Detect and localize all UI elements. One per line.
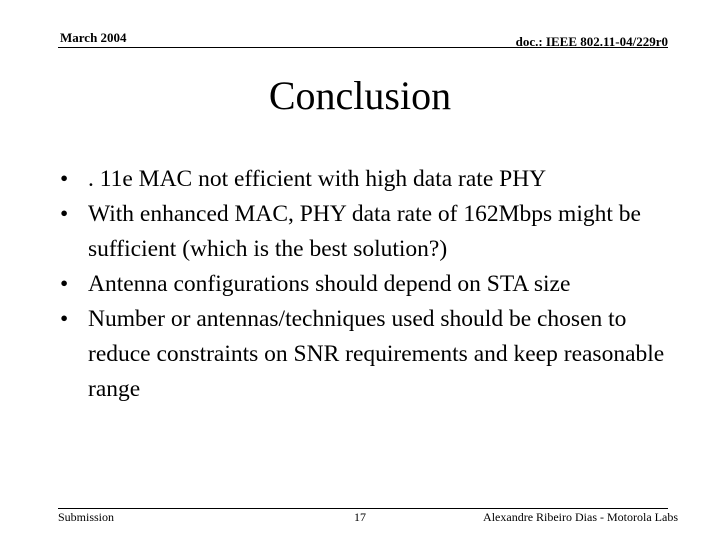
header-doc-id: doc.: IEEE 802.11-04/229r0 [515, 34, 668, 49]
bullet-list [58, 162, 678, 407]
bullet-icon: • [60, 306, 69, 332]
footer-page-number: 17 [354, 510, 366, 524]
slide-title: Conclusion [268, 73, 452, 118]
bullet-text: Antenna configurations should depend on STA size [88, 271, 571, 297]
bullet-icon: • [60, 166, 69, 192]
header-divider [58, 47, 668, 48]
bullet-item [58, 302, 678, 407]
bullet-item [58, 197, 678, 267]
bullet-icon: • [60, 201, 69, 227]
bullet-text: . 11e MAC not efficient with high data rate PHY [88, 166, 547, 192]
footer-author: Alexandre Ribeiro Dias - Motorola Labs [483, 510, 678, 524]
bullet-item [58, 267, 678, 302]
footer-divider [58, 508, 668, 509]
bullet-item [58, 162, 678, 197]
bullet-icon: • [60, 271, 69, 297]
footer-submission-label: Submission [58, 510, 115, 524]
bullet-text: With enhanced MAC, PHY data rate of 162Mbps might be sufficient (which is the best solution?) [88, 201, 641, 262]
bullet-text: Number or antennas/techniques used should be chosen to reduce constraints on SNR requirements and keep reasonable range [88, 306, 665, 402]
header-date: March 2004 [60, 30, 127, 45]
